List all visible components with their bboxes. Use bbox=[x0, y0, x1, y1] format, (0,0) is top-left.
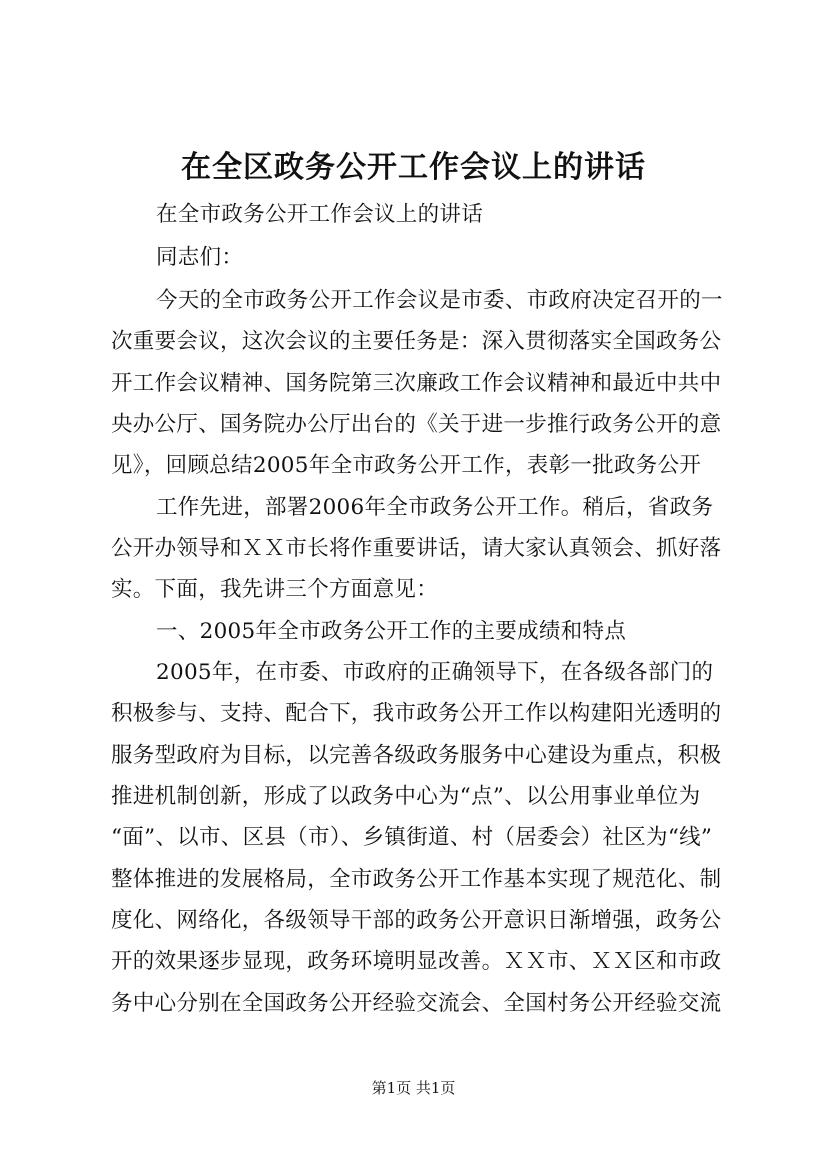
subtitle-line: 在全市政务公开工作会议上的讲话 bbox=[156, 202, 484, 227]
body-line: 推进机制创新，形成了以政务中心为“点”、以公用事业单位为 bbox=[111, 784, 701, 809]
body-line: 2005年，在市委、市政府的正确领导下，在各级各部门的 bbox=[156, 660, 714, 685]
body-line: 次重要会议，这次会议的主要任务是：深入贯彻落实全国政务公 bbox=[111, 329, 722, 354]
body-line: 服务型政府为目标，以完善各级政务服务中心建设为重点，积极 bbox=[111, 743, 722, 768]
body-line: 开的效果逐步显现，政务环境明显改善。ＸＸ市、ＸＸ区和市政 bbox=[111, 949, 722, 974]
body-line: “面”、以市、区县（市）、乡镇街道、村（居委会）社区为“线” bbox=[111, 825, 713, 850]
section-heading: 一、2005年全市政务公开工作的主要成绩和特点 bbox=[156, 619, 627, 644]
body-line: 度化、网络化，各级领导干部的政务公开意识日渐增强，政务公 bbox=[111, 908, 722, 933]
body-line: 整体推进的发展格局，全市政务公开工作基本实现了规范化、制 bbox=[111, 867, 722, 892]
body-line: 今天的全市政务公开工作会议是市委、市政府决定召开的一 bbox=[156, 288, 723, 313]
body-line: 务中心分别在全国政务公开经验交流会、全国村务公开经验交流 bbox=[111, 991, 722, 1016]
body-line: 实。下面，我先讲三个方面意见： bbox=[111, 577, 439, 602]
body-line: 央办公厅、国务院办公厅出台的《关于进一步推行政务公开的意 bbox=[111, 412, 722, 437]
document-title: 在全区政务公开工作会议上的讲话 bbox=[181, 150, 646, 185]
page-number-footer: 第1页 共1页 bbox=[371, 1079, 456, 1097]
body-line: 工作先进，部署2006年全市政务公开工作。稍后，省政务 bbox=[156, 495, 714, 520]
body-line: 积极参与、支持、配合下，我市政务公开工作以构建阳光透明的 bbox=[111, 701, 722, 726]
body-line: 开工作会议精神、国务院第三次廉政工作会议精神和最近中共中 bbox=[111, 371, 722, 396]
salutation-line: 同志们： bbox=[156, 245, 244, 270]
body-line: 公开办领导和ＸＸ市长将作重要讲话，请大家认真领会、抓好落 bbox=[111, 536, 722, 561]
body-line: 见》，回顾总结2005年全市政务公开工作，表彰一批政务公开 bbox=[111, 453, 702, 478]
